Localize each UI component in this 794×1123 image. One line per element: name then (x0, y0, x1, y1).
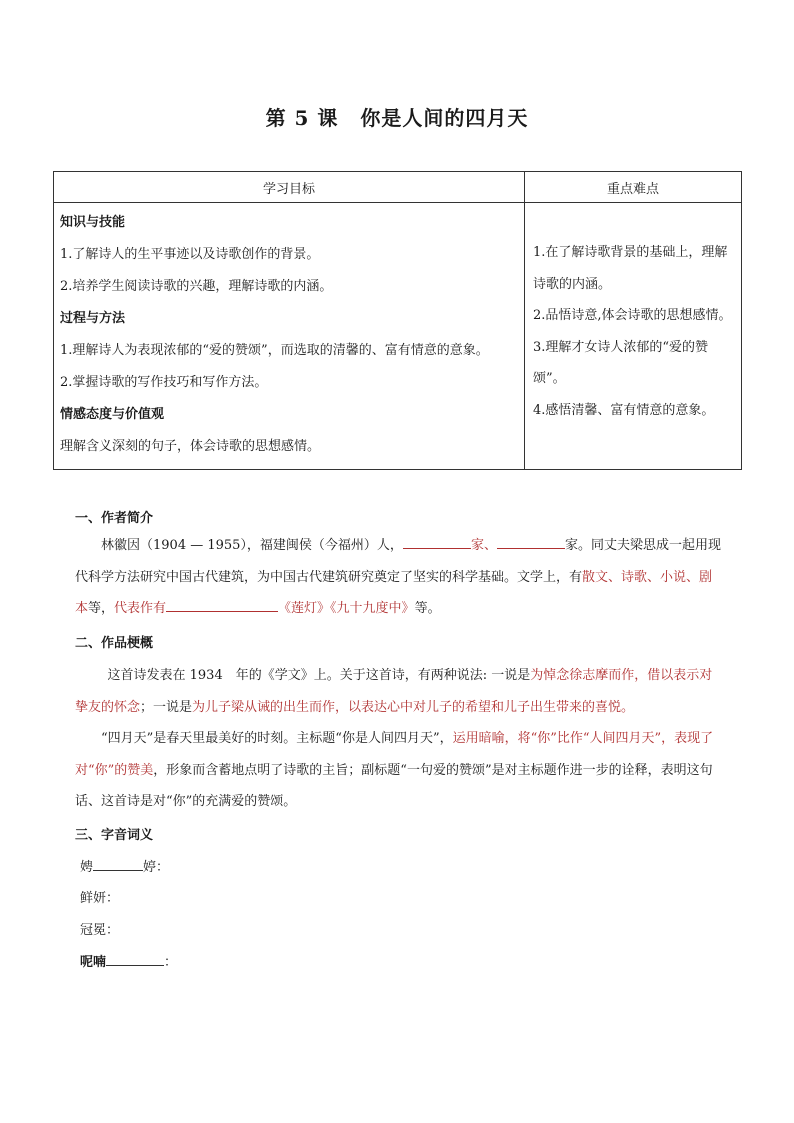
vocab-word: ： (164, 955, 178, 970)
lesson-name: 你是人间的四月天 (360, 106, 529, 130)
goal-heading-process: 过程与方法 (60, 311, 126, 326)
section-author-heading: 一、作者简介 (75, 511, 154, 526)
key-point-item: 3.理解才女诗人浓郁的“爱的赞颂”。 (533, 339, 709, 386)
author-paragraph (75, 530, 725, 625)
goal-heading-attitude: 情感态度与价值观 (60, 407, 165, 422)
fill-blank[interactable] (106, 953, 164, 966)
goal-item: 理解含义深刻的句子，体会诗歌的思想感情。 (60, 439, 321, 454)
summary-text-red: 为悼念徐志摩而作，借以表示对挚友的怀念 (75, 668, 713, 715)
summary-text: ；一说是 (140, 699, 193, 715)
representative-works-red: 《莲灯》《九十九度中》 (278, 601, 415, 616)
author-text: 林徽因（1904 — 1955），福建闽侯（今福州）人， (101, 538, 403, 553)
summary-text: ，形象而含蓄地点明了诗歌的主旨；副标题“一句爱的赞颂”是对主标题作进一步的诠释，表明这句话、这首诗是对“你”的充满爱的赞颂。 (75, 762, 713, 809)
summary-text-red: 运用暗喻，将“你”比作“人间四月天”，表现了对“你”的赞美 (75, 731, 714, 778)
key-points-cell (525, 203, 742, 470)
goal-item: 2.培养学生阅读诗歌的兴趣，理解诗歌的内涵。 (60, 279, 333, 294)
author-text-red: 家、 (470, 538, 497, 553)
vocab-word: 娉 (80, 860, 94, 875)
section-summary-heading: 二、作品梗概 (75, 636, 154, 651)
summary-paragraph-2 (75, 723, 725, 818)
page-title (0, 102, 794, 131)
vocab-word: 呢喃 (80, 955, 107, 970)
fill-blank[interactable] (93, 858, 143, 871)
author-text: 等。 (414, 601, 441, 616)
representative-works-label: 代表作有 (114, 601, 167, 616)
table-body-row (54, 203, 742, 470)
summary-paragraph-1 (75, 660, 725, 723)
fill-blank[interactable] (497, 536, 565, 549)
vocab-item (80, 856, 169, 875)
lesson-number: 第 5 课 (265, 106, 339, 130)
vocab-word: 婷： (143, 860, 170, 875)
table-header-row (54, 172, 742, 203)
summary-text: 这首诗发表在 1934 年的《学文》上。关于这首诗，有两种说法: 一说是 (107, 668, 531, 683)
header-key-points: 重点难点 (525, 172, 742, 203)
key-point-item: 1.在了解诗歌背景的基础上，理解诗歌的内涵。 (533, 245, 728, 292)
goal-item: 1.理解诗人为表现浓郁的“爱的赞颂”，而选取的清馨的、富有情意的意象。 (60, 343, 489, 358)
author-text: 家。同丈夫梁思成一起用现代科学方法研究中国古代建筑，为中国古代建筑研究奠定了坚实的科学基础。文学上，有 (75, 538, 721, 585)
learning-goals-cell (54, 203, 525, 470)
author-text: 等， (88, 601, 115, 616)
key-point-item: 4.感悟清馨、富有情意的意象。 (533, 402, 715, 418)
vocab-item: 鲜妍： (80, 891, 120, 906)
vocab-item (80, 951, 177, 970)
key-point-item: 2.品悟诗意,体会诗歌的思想感情。 (533, 308, 732, 323)
author-works-red: 散文、诗歌、小说、剧本 (75, 569, 713, 616)
section-vocabulary-heading: 三、字音词义 (75, 828, 154, 843)
summary-text-red: 为儿子梁从诫的出生而作，以表达心中对儿子的希望和儿子出生带来的喜悦。 (192, 699, 635, 715)
header-learning-goals: 学习目标 (54, 172, 525, 203)
goal-item: 2.掌握诗歌的写作技巧和写作方法。 (60, 375, 268, 390)
goal-item: 1.了解诗人的生平事迹以及诗歌创作的背景。 (60, 247, 320, 262)
vocab-item: 冠冕： (80, 923, 120, 938)
summary-text: “四月天”是春天里最美好的时刻。主标题“你是人间四月天”， (101, 731, 453, 746)
objectives-table (53, 171, 742, 470)
fill-blank[interactable] (166, 599, 278, 612)
goal-heading-knowledge: 知识与技能 (60, 215, 126, 230)
fill-blank[interactable] (403, 536, 471, 549)
